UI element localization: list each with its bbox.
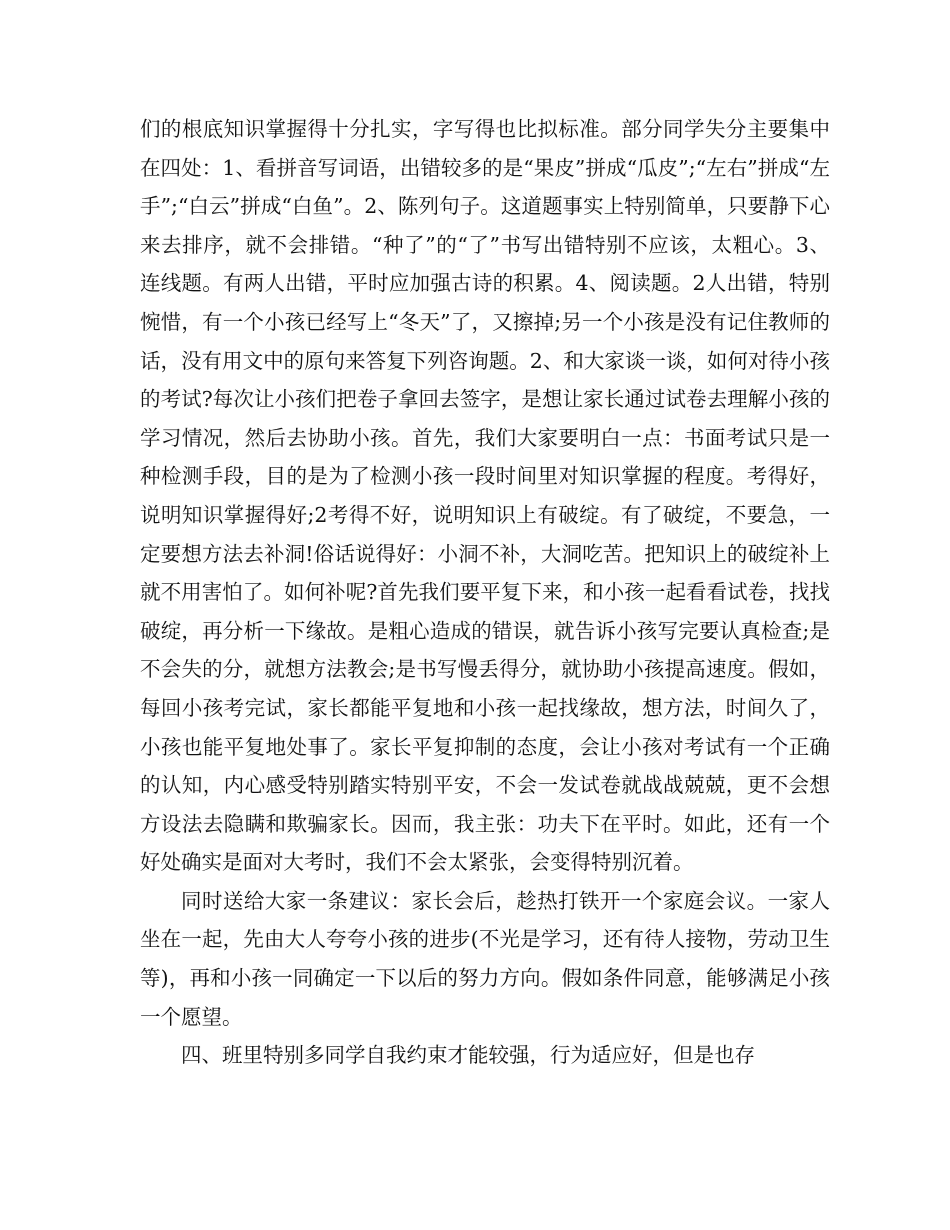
paragraph-exam-analysis: 们的根底知识掌握得十分扎实，字写得也比拟标准。部分同学失分主要集中在四处：1、看拼音写词语，出错较多的是“果皮”拼成“瓜皮”;“左右”拼成“左手”;“白云”拼成“白鱼”。2、陈列句子。这道题事实上特别简单，只要静下心来去排序，就不会排错。“种了”的“了”书写出错特别不应该，太粗心。3、连线题。有两人出错，平时应加强古诗的积累。4、阅读题。2人出错，特别惋惜，有一个小孩已经写上“冬天”了，又擦掉;另一个小孩是没有记住教师的话，没有用文中的原句来答复下列咨询题。2、和大家谈一谈，如何对待小孩的考试?每次让小孩们把卷子拿回去签字，是想让家长通过试卷去理解小孩的学习情况，然后去协助小孩。首先，我们大家要明白一点：书面考试只是一种检测手段，目的是为了检测小孩一段时间里对知识掌握的程度。考得好，说明知识掌握得好;2考得不好，说明知识上有破绽。有了破绽，不要急，一定要想方法去补洞!俗话说得好：小洞不补，大洞吃苦。把知识上的破绽补上就不用害怕了。如何补呢?首先我们要平复下来，和小孩一起看看试卷，找找破绽，再分析一下缘故。是粗心造成的错误，就告诉小孩写完要认真检查;是不会失的分，就想方法教会;是书写慢丢得分，就协助小孩提高速度。假如，每回小孩考完试，家长都能平复地和小孩一起找缘故，想方法，时间久了，小孩也能平复地处事了。家长平复抑制的态度，会让小孩对考试有一个正确的认知，内心感受特别踏实特别平安，不会一发试卷就战战兢兢，更不会想方设法去隐瞒和欺骗家长。因而，我主张：功夫下在平时。如此，还有一个好处确实是面对大考时，我们不会太紧张，会变得特别沉着。 xyxy=(140,117,830,875)
document-page xyxy=(140,110,830,1075)
paragraph-suggestion: 同时送给大家一条建议：家长会后，趁热打铁开一个家庭会议。一家人坐在一起，先由大人夸夸小孩的进步(不光是学习，还有待人接物，劳动卫生等)，再和小孩一同确定一下以后的努力方向。假如条件同意，能够满足小孩一个愿望。 xyxy=(140,888,830,1029)
paragraph-section-four: 四、班里特别多同学自我约束才能较强，行为适应好，但是也存 xyxy=(181,1043,755,1068)
